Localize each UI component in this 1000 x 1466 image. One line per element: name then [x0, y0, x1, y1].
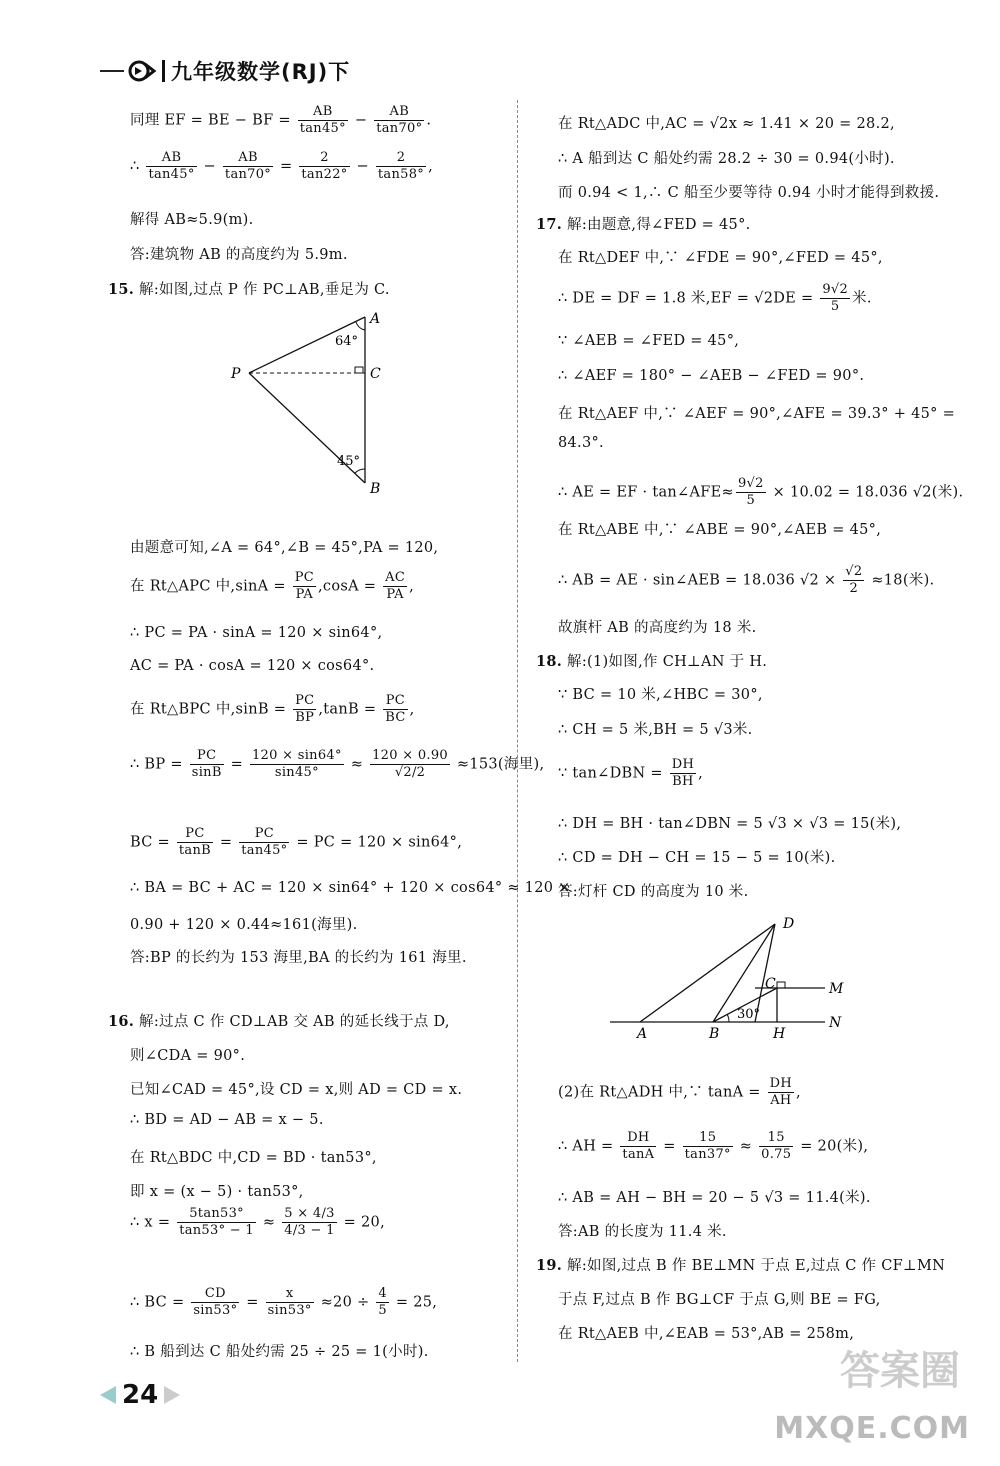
text-segment: ≈ [258, 1214, 281, 1231]
text-segment: 在 Rt△ADC 中,AC = √2x ≈ 1.41 × 20 = 28.2, [558, 116, 895, 132]
text-segment: ,cosA = [318, 578, 382, 595]
denominator: tanB [178, 843, 211, 858]
text-segment: , [796, 1084, 801, 1101]
denominator: tan53° − 1 [179, 1223, 255, 1238]
text-segment: = [658, 1138, 681, 1155]
left-line [130, 150, 433, 183]
label-C: C [765, 976, 776, 992]
text-segment: ∴ CD = DH − CH = 15 − 5 = 10(米). [558, 850, 836, 866]
text-segment: ∵ ∠AEB = ∠FED = 45°, [558, 333, 740, 349]
fraction [191, 1286, 239, 1319]
left-line [130, 946, 467, 967]
problem-number: 19. [536, 1257, 563, 1274]
text-segment: ∴ x = [130, 1214, 176, 1231]
label-B: B [370, 481, 381, 497]
left-arrow-icon [100, 1386, 116, 1404]
fraction [223, 150, 273, 183]
text-segment: 解:(1)如图,作 CH⊥AN 于 H. [562, 654, 768, 670]
text-segment: 米. [852, 290, 872, 307]
fraction [383, 693, 407, 726]
numerator: DH [671, 757, 695, 772]
left-line [108, 278, 390, 299]
right-line [558, 402, 955, 423]
denominator: sin45° [274, 765, 319, 780]
text-segment: ∴ B 船到达 C 船处约需 25 ÷ 25 = 1(小时). [130, 1344, 429, 1360]
denominator: tan70° [376, 121, 423, 136]
denominator: BC [385, 710, 406, 725]
text-segment: = [241, 1294, 264, 1311]
right-line [558, 718, 753, 739]
denominator: BP [295, 710, 315, 725]
left-line [108, 1010, 450, 1031]
right-line [558, 181, 939, 202]
right-line [558, 368, 864, 384]
right-line [558, 518, 881, 539]
text-segment: = 20, [338, 1214, 385, 1231]
right-line [558, 880, 749, 901]
right-line [558, 1076, 801, 1109]
book-logo-icon [128, 60, 158, 82]
figure-15 [225, 305, 385, 500]
text-segment: ∴ BC = [130, 1294, 190, 1311]
problem-number: 18. [536, 653, 563, 670]
denominator: 4/3 − 1 [284, 1223, 335, 1238]
right-line [558, 812, 901, 833]
text-segment: ∴ AB = AH − BH = 20 − 5 √3 = 11.4(米). [558, 1190, 871, 1206]
fraction [177, 1206, 256, 1239]
left-line [130, 1286, 437, 1319]
watermark-site: MXQE.COM [774, 1411, 970, 1446]
text-segment: = [215, 834, 238, 851]
numerator: DH [620, 1130, 656, 1147]
text-segment: ∴ AB = AE · sin∠AEB = 18.036 √2 × [558, 572, 842, 589]
text-segment: 则∠CDA = 90°. [130, 1048, 246, 1064]
text-segment: 故旗杆 AB 的高度约为 18 米. [558, 620, 757, 636]
left-line [130, 693, 414, 726]
left-line [130, 913, 358, 934]
fraction [177, 826, 213, 859]
right-line [558, 435, 604, 451]
fraction [282, 1206, 336, 1239]
text-segment: 在 Rt△AEF 中,∵ ∠AEF = 90°,∠AFE = 39.3° + 45° = [558, 406, 956, 422]
text-segment: , [409, 578, 414, 595]
fraction [376, 1286, 389, 1319]
fraction [683, 1130, 733, 1163]
text-segment: 在 Rt△BPC 中,sinB = [130, 701, 292, 718]
text-segment: ∴ DH = BH · tan∠DBN = 5 √3 × √3 = 15(米), [558, 816, 902, 832]
denominator: sin53° [193, 1303, 238, 1318]
angle-B-label: 45° [337, 454, 361, 469]
text-segment: 答:BP 的长约为 153 海里,BA 的长约为 161 海里. [130, 950, 467, 966]
fraction [736, 476, 766, 509]
denominator: AH [770, 1093, 792, 1108]
numerator: 2 [376, 150, 426, 167]
numerator: 9√2 [737, 476, 764, 491]
figure-18 [605, 912, 855, 1042]
left-line [130, 1112, 324, 1128]
right-line [558, 282, 872, 315]
denominator: tan45° [299, 121, 346, 136]
right-line [558, 683, 763, 704]
denominator: BH [672, 774, 694, 789]
left-line [130, 625, 382, 641]
text-segment: 84.3°. [558, 435, 604, 451]
text-segment: ∴ BP = [130, 756, 188, 773]
text-segment: 在 Rt△DEF 中,∵ ∠FDE = 90°,∠FED = 45°, [558, 250, 883, 266]
numerator: PC [294, 570, 314, 585]
label-A: A [637, 1026, 648, 1042]
text-segment: ∴ [130, 158, 145, 175]
left-line [130, 1146, 377, 1167]
numerator: AB [146, 150, 196, 167]
label-C: C [370, 366, 381, 382]
left-line [130, 536, 438, 557]
text-segment: ∴ CH = 5 米,BH = 5 √3米. [558, 722, 753, 738]
column-divider [517, 100, 518, 1362]
fraction [190, 748, 224, 781]
text-segment: 在 Rt△BDC 中,CD = BD · tan53°, [130, 1150, 377, 1166]
denominator: tan22° [301, 167, 348, 182]
left-line [130, 1206, 385, 1239]
text-segment: . [426, 112, 432, 129]
text-segment: , [698, 765, 704, 782]
numerator: 9√2 [822, 282, 849, 297]
fraction [374, 104, 424, 137]
header-dash [100, 70, 124, 72]
page-number: 24 [122, 1380, 159, 1410]
text-segment: × 10.02 = 18.036 √2(米). [767, 484, 964, 501]
denominator: sinB [191, 765, 222, 780]
text-segment: 在 Rt△AEB 中,∠EAB = 53°,AB = 258m, [558, 1326, 855, 1342]
left-line [130, 1044, 245, 1065]
denominator: PA [295, 587, 314, 602]
numerator: CD [191, 1286, 239, 1303]
text-segment: 在 Rt△APC 中,sinA = [130, 578, 291, 595]
text-segment: 解:如图,过点 B 作 BE⊥MN 于点 E,过点 C 作 CF⊥MN [562, 1258, 946, 1274]
fraction [820, 282, 850, 315]
text-segment: ∵ tan∠DBN = [558, 765, 668, 782]
right-line [558, 147, 895, 168]
numerator: 2 [299, 150, 349, 167]
left-line [130, 1078, 462, 1099]
left-line [130, 880, 571, 896]
text-segment: 即 x = (x − 5) · tan53°, [130, 1184, 304, 1200]
left-line [130, 1180, 304, 1201]
text-segment: 而 0.94 < 1,∴ C 船至少要等待 0.94 小时才能得到救援. [558, 185, 940, 201]
fraction [768, 1076, 794, 1109]
numerator: x [266, 1286, 314, 1303]
text-segment: = PC = 120 × sin64°, [291, 834, 463, 851]
right-line [558, 757, 703, 790]
text-segment: ≈153(海里), [452, 756, 545, 773]
text-segment: 已知∠CAD = 45°,设 CD = x,则 AD = CD = x. [130, 1082, 463, 1098]
fraction [146, 150, 196, 183]
denominator: 5 [830, 299, 840, 314]
text-segment: 解:如图,过点 P 作 PC⊥AB,垂足为 C. [134, 282, 390, 298]
right-line [558, 246, 883, 267]
text-segment: = [225, 756, 248, 773]
watermark-logo: 答案圈 [840, 1348, 960, 1394]
denominator: tanA [622, 1147, 655, 1162]
text-segment: ∴ BD = AD − AB = x − 5. [130, 1112, 324, 1128]
fraction [620, 1130, 656, 1163]
denominator: 5 [378, 1303, 387, 1318]
numerator: AB [223, 150, 273, 167]
text-segment: 同理 EF = BE − BF = [130, 112, 296, 129]
angle-label: 30° [737, 1007, 761, 1022]
header-title: 九年级数学(RJ)下 [171, 60, 351, 84]
numerator: AB [374, 104, 424, 121]
text-segment: 在 Rt△ABE 中,∵ ∠ABE = 90°,∠AEB = 45°, [558, 522, 882, 538]
numerator: PC [177, 826, 213, 843]
denominator: √2/2 [394, 765, 426, 780]
left-line [130, 748, 544, 781]
left-line [130, 570, 414, 603]
text-segment: ≈18(米). [866, 572, 935, 589]
right-line [558, 564, 934, 597]
left-line [130, 243, 348, 264]
numerator: AC [385, 570, 406, 585]
right-line [558, 1130, 868, 1163]
left-line [130, 658, 374, 674]
text-segment: = [275, 158, 298, 175]
header-bar [162, 60, 165, 82]
fraction [376, 150, 426, 183]
denominator: PA [386, 587, 404, 602]
text-segment: ∴ DE = DF = 1.8 米,EF = √2DE = [558, 290, 819, 307]
text-segment: ∴ BA = BC + AC = 120 × sin64° + 120 × cos64° ≈ 120 × [130, 880, 571, 896]
page-header [100, 56, 350, 86]
text-segment: ≈ [734, 1138, 758, 1155]
label-D: D [783, 916, 795, 932]
text-segment: 解:由题意,得∠FED = 45°. [562, 217, 751, 233]
numerator: PC [295, 693, 315, 708]
denominator: sin53° [267, 1303, 312, 1318]
left-line [130, 1340, 429, 1361]
text-segment: , [409, 701, 415, 718]
right-line [536, 213, 751, 234]
fraction [383, 570, 407, 603]
text-segment: ∴ ∠AEF = 180° − ∠AEB − ∠FED = 90°. [558, 368, 865, 384]
text-segment: = 20(米), [795, 1138, 869, 1155]
text-segment: − [351, 158, 374, 175]
right-arrow-icon [164, 1386, 180, 1404]
text-segment: BC = [130, 834, 175, 851]
text-segment: (2)在 Rt△ADH 中,∵ tanA = [558, 1084, 766, 1101]
left-line [130, 826, 462, 859]
text-segment: AC = PA · cosA = 120 × cos64°. [130, 658, 375, 674]
numerator: AB [298, 104, 348, 121]
text-segment: ≈ [345, 756, 369, 773]
right-line [558, 476, 963, 509]
problem-number: 16. [108, 1013, 135, 1030]
numerator: 120 × sin64° [251, 748, 342, 763]
problem-number: 17. [536, 216, 563, 233]
text-segment: ≈20 ÷ [315, 1294, 375, 1311]
denominator: tan45° [241, 843, 288, 858]
right-line [558, 1288, 881, 1309]
fraction [370, 748, 450, 781]
fraction [250, 748, 344, 781]
left-line [130, 208, 254, 229]
numerator: 5tan53° [177, 1206, 256, 1223]
fraction [298, 104, 348, 137]
right-line [558, 846, 836, 867]
label-N: N [829, 1015, 842, 1031]
numerator: PC [190, 748, 224, 765]
text-segment: ∴ PC = PA · sinA = 120 × sin64°, [130, 625, 383, 641]
angle-A-label: 64° [335, 334, 359, 349]
text-segment: 答:灯杆 CD 的高度为 10 米. [558, 884, 749, 900]
right-line [536, 650, 767, 671]
denominator: 5 [746, 493, 756, 508]
right-line [558, 333, 739, 349]
right-line [558, 112, 895, 133]
left-line [130, 104, 431, 137]
fraction [239, 826, 289, 859]
denominator: tan45° [148, 167, 195, 182]
label-H: H [773, 1026, 786, 1042]
right-line [558, 616, 757, 637]
text-segment: ,tanB = [318, 701, 382, 718]
right-line [558, 1220, 727, 1241]
denominator: 0.75 [761, 1147, 792, 1162]
numerator: DH [769, 1076, 793, 1091]
numerator: 15 [759, 1130, 793, 1147]
text-segment: 答:AB 的长度为 11.4 米. [558, 1224, 727, 1240]
denominator: tan70° [224, 167, 272, 182]
denominator: tan58° [377, 167, 425, 182]
denominator: 2 [849, 581, 859, 596]
numerator: 15 [683, 1130, 733, 1147]
fraction [293, 693, 316, 726]
label-P: P [231, 366, 241, 382]
text-segment: ∵ BC = 10 米,∠HBC = 30°, [558, 687, 763, 703]
numerator: 120 × 0.90 [372, 748, 448, 763]
text-segment: − [198, 158, 221, 175]
text-segment: , [428, 158, 434, 175]
numerator: PC [239, 826, 289, 843]
right-line [558, 1322, 854, 1343]
label-A: A [370, 311, 381, 327]
numerator: 5 × 4/3 [284, 1206, 335, 1221]
denominator: tan37° [684, 1147, 731, 1162]
text-segment: − [349, 112, 373, 129]
fraction [266, 1286, 314, 1319]
fraction [843, 564, 864, 597]
fraction [670, 757, 696, 790]
text-segment: 于点 F,过点 B 作 BG⊥CF 于点 G,则 BE = FG, [558, 1292, 881, 1308]
numerator: √2 [845, 564, 863, 579]
label-M: M [829, 981, 844, 997]
fraction [293, 570, 316, 603]
text-segment: = 25, [390, 1294, 438, 1311]
text-segment: 解得 AB≈5.9(m). [130, 212, 254, 228]
text-segment: ∴ AE = EF · tan∠AFE≈ [558, 484, 734, 501]
text-segment: 答:建筑物 AB 的高度约为 5.9m. [130, 247, 348, 263]
page-footer [100, 1380, 180, 1410]
problem-number: 15. [108, 281, 135, 298]
numerator: 4 [378, 1286, 387, 1301]
text-segment: 解:过点 C 作 CD⊥AB 交 AB 的延长线于点 D, [134, 1014, 450, 1030]
label-B: B [709, 1026, 720, 1042]
text-segment: 0.90 + 120 × 0.44≈161(海里). [130, 917, 358, 933]
right-line [558, 1186, 871, 1207]
right-line [536, 1254, 945, 1275]
text-segment: ∴ A 船到达 C 船处约需 28.2 ÷ 30 = 0.94(小时). [558, 151, 895, 167]
numerator: PC [383, 693, 407, 710]
text-segment: 由题意可知,∠A = 64°,∠B = 45°,PA = 120, [130, 540, 439, 556]
text-segment: ∴ AH = [558, 1138, 619, 1155]
fraction [299, 150, 349, 183]
fraction [759, 1130, 793, 1163]
